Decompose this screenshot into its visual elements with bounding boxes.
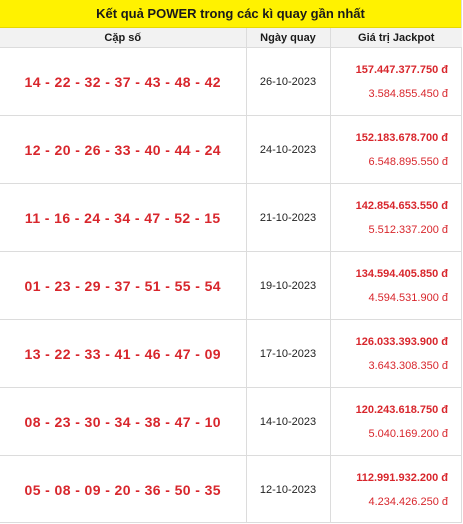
- header-numbers: Cặp số: [0, 28, 246, 48]
- jackpot-1-value: 152.183.678.700 đ: [355, 131, 448, 144]
- draw-date: 21-10-2023: [246, 184, 330, 252]
- draw-date: 17-10-2023: [246, 320, 330, 388]
- table-row: [0, 116, 462, 184]
- jackpot-1-value: 134.594.405.850 đ: [355, 267, 448, 280]
- jackpot-cell: [330, 48, 462, 116]
- draw-date: 12-10-2023: [246, 456, 330, 524]
- table-row: [0, 320, 462, 388]
- jackpot-cell: [330, 456, 462, 524]
- jackpot-2-value: 3.643.308.350 đ: [368, 359, 448, 372]
- jackpot-1-value: 112.991.932.200 đ: [356, 471, 448, 484]
- draw-numbers: 08 - 23 - 30 - 34 - 38 - 47 - 10: [0, 388, 246, 456]
- jackpot-2-value: 4.594.531.900 đ: [368, 291, 448, 304]
- jackpot-1-value: 157.447.377.750 đ: [355, 63, 448, 76]
- table-row: [0, 184, 462, 252]
- jackpot-2-value: 5.040.169.200 đ: [368, 427, 448, 440]
- draw-numbers: 12 - 20 - 26 - 33 - 40 - 44 - 24: [0, 116, 246, 184]
- table-row: [0, 252, 462, 320]
- draw-numbers: 13 - 22 - 33 - 41 - 46 - 47 - 09: [0, 320, 246, 388]
- draw-numbers: 01 - 23 - 29 - 37 - 51 - 55 - 54: [0, 252, 246, 320]
- jackpot-cell: [330, 116, 462, 184]
- jackpot-2-value: 4.234.426.250 đ: [368, 495, 448, 508]
- draw-date: 24-10-2023: [246, 116, 330, 184]
- draw-numbers: 11 - 16 - 24 - 34 - 47 - 52 - 15: [0, 184, 246, 252]
- jackpot-1-value: 126.033.393.900 đ: [355, 335, 448, 348]
- jackpot-1-value: 120.243.618.750 đ: [355, 403, 448, 416]
- draw-numbers: 05 - 08 - 09 - 20 - 36 - 50 - 35: [0, 456, 246, 524]
- jackpot-1-value: 142.854.653.550 đ: [355, 199, 448, 212]
- jackpot-2-value: 3.584.855.450 đ: [368, 87, 448, 100]
- draw-date: 14-10-2023: [246, 388, 330, 456]
- draw-date: 19-10-2023: [246, 252, 330, 320]
- panel-title: Kết quả POWER trong các kì quay gần nhất: [0, 0, 461, 28]
- results-table: [0, 28, 462, 523]
- draw-date: 26-10-2023: [246, 48, 330, 116]
- jackpot-cell: [330, 252, 462, 320]
- table-row: [0, 388, 462, 456]
- jackpot-cell: [330, 320, 462, 388]
- jackpot-cell: [330, 388, 462, 456]
- header-jackpot: Giá trị Jackpot: [330, 28, 462, 48]
- jackpot-2-value: 6.548.895.550 đ: [368, 155, 448, 168]
- draw-numbers: 14 - 22 - 32 - 37 - 43 - 48 - 42: [0, 48, 246, 116]
- jackpot-2-value: 5.512.337.200 đ: [368, 223, 448, 236]
- header-date: Ngày quay: [246, 28, 330, 48]
- jackpot-cell: [330, 184, 462, 252]
- table-header-row: [0, 28, 462, 48]
- table-row: [0, 48, 462, 116]
- table-row: [0, 456, 462, 524]
